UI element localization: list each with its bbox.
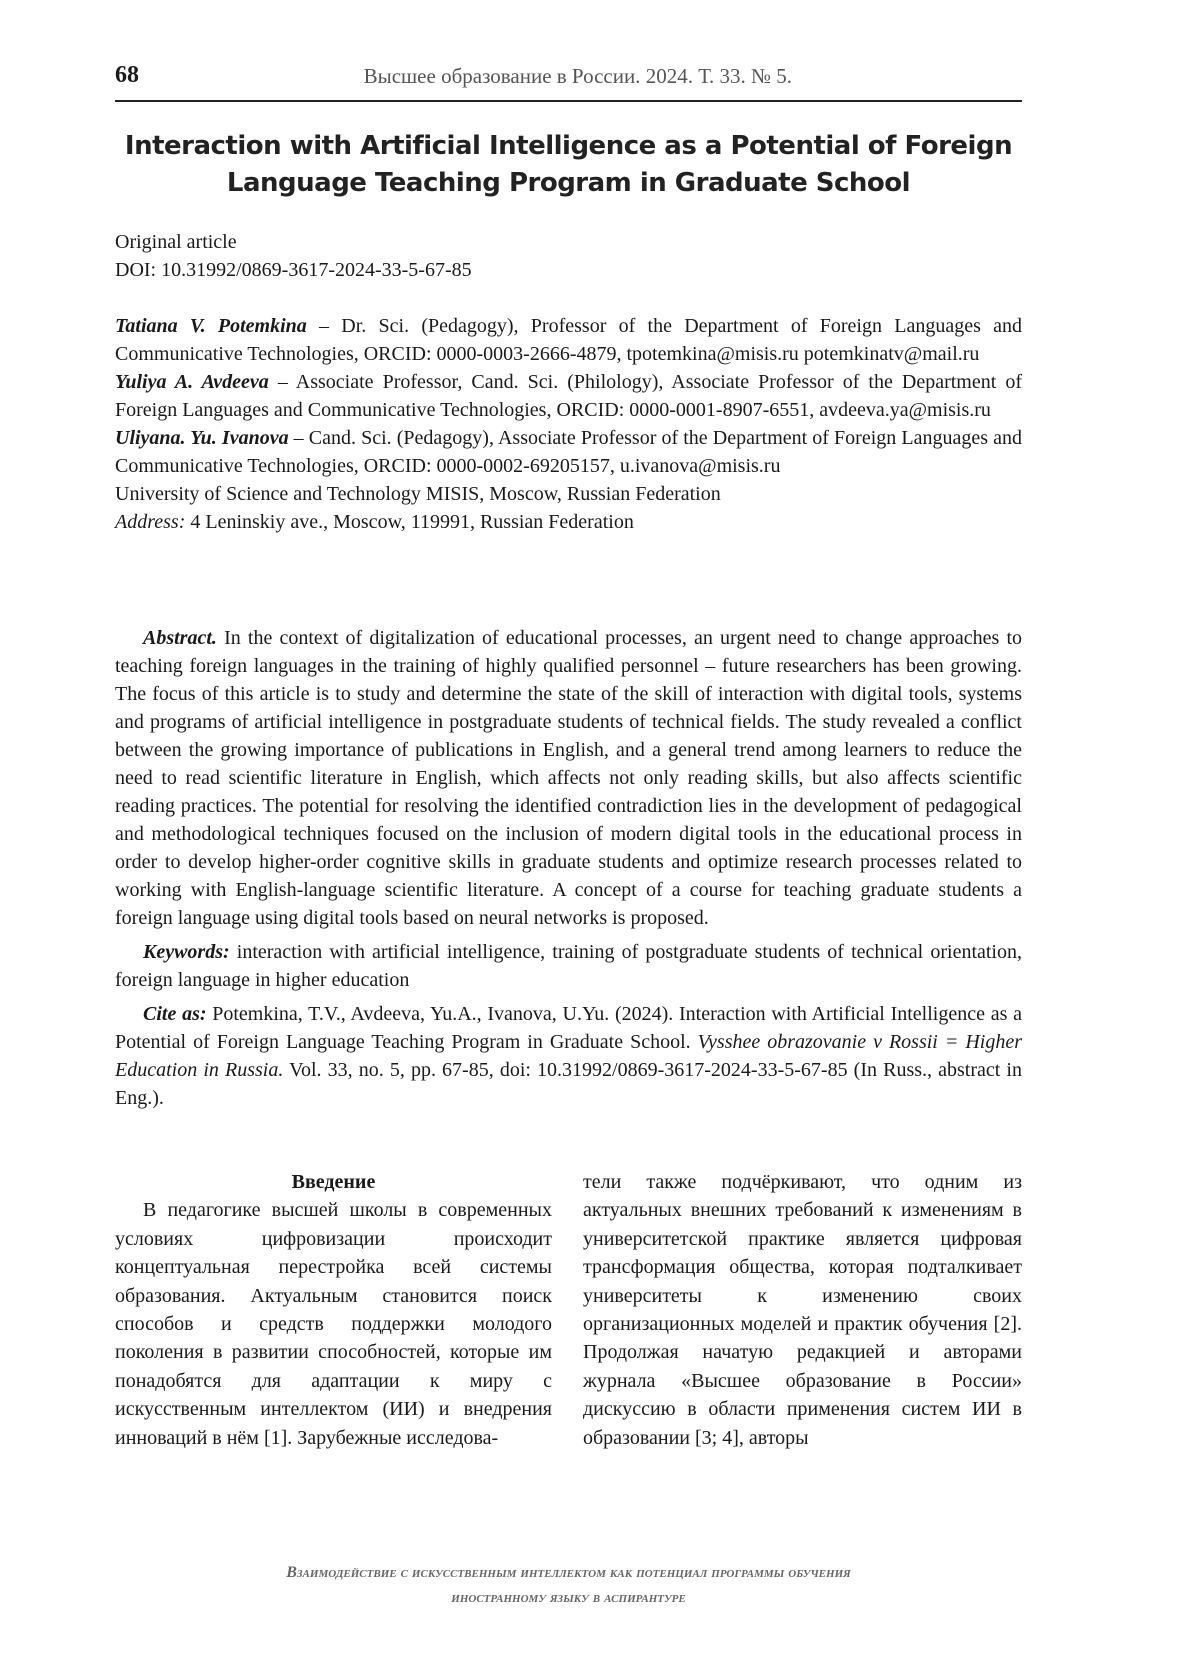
abstract (115, 624, 1022, 932)
keywords-label: Keywords: (143, 941, 230, 963)
author-info: – Dr. Sci. (Pedagogy), Professor of the Department of Foreign Languages and Communicative Technologies, ORCID: 0000-0003-2666-4879, tpotemkina@misis.ru potemkinatv@mail.ru (115, 315, 1023, 365)
author-name: Yuliya A. Avdeeva (115, 371, 269, 393)
abstract-text: In the context of digitalization of educational processes, an urgent need to change approaches to teaching foreign languages in the training of highly qualified personnel – future researchers has been growing. The focus of this article is to study and determine the state of the skill of interaction with digital tools, systems and programs of artificial intelligence in postgraduate students of technical fields. The study revealed a conflict between the growing importance of publications in English, and a general trend among learners to reduce the need to read scientific literature in English, which affects not only reading skills, but also affects scientific reading practices. The potential for resolving the identified contradiction lies in the development of pedagogical and methodological techniques focused on the inclusion of modern digital tools in the educational process in order to develop higher-order cognitive skills in graduate students and optimize research processes related to working with English-language scientific literature. A concept of a course for teaching graduate students a foreign language using digital tools based on neural networks is proposed. (115, 627, 1022, 929)
author-entry (115, 312, 1022, 368)
author-name: Uliyana. Yu. Ivanova (115, 427, 289, 449)
body-paragraph: тели также подчёркивают, что одним из актуальных внешних требований к изменениям в университетской практике является цифровая трансформация общества, которая подталкивает университеты к изменению своих организационных моделей и практик обучения [2]. Продолжая начатую редакцией и авторами журнала «Высшее образование в России» дискуссию в области применения систем ИИ в образовании [3; 4], авторы (583, 1171, 1022, 1449)
author-info: – Cand. Sci. (Pedagogy), Associate Professor of the Department of Foreign Languages and Communicative Technologies, ORCID: 0000-0002-69205157, u.ivanova@misis.ru (115, 427, 1022, 477)
author-entry (115, 368, 1022, 424)
citation (115, 1000, 1022, 1112)
body-column-right (583, 1168, 1022, 1452)
footer-line: Взаимодействие с искусственным интеллектом как потенциал программы обучения (286, 1564, 851, 1581)
doi: DOI: 10.31992/0869-3617-2024-33-5-67-85 (115, 259, 472, 281)
cite-text-end: Vol. 33, no. 5, pp. 67-85, doi: 10.31992/0869-3617-2024-33-5-67-85 (In Russ., abstract in Eng.). (115, 1059, 1022, 1109)
journal-name: Высшее образование в России. 2024. Т. 33. № 5. (363, 64, 792, 88)
running-footer (115, 1560, 1022, 1610)
author-info: – Associate Professor, Cand. Sci. (Philology), Associate Professor of the Department of Foreign Languages and Communicative Technologies, ORCID: 0000-0001-8907-6551, avdeeva.ya@misis.ru (115, 371, 1023, 421)
affiliation: University of Science and Technology MISIS, Moscow, Russian Federation (115, 483, 721, 505)
address-label: Address: (115, 511, 186, 533)
author-list (115, 312, 1022, 536)
abstract-label: Abstract. (143, 627, 217, 649)
author-entry (115, 424, 1022, 480)
article-type: Original article (115, 231, 237, 253)
body-column-left (115, 1168, 552, 1452)
cite-journal: Vysshee obrazovanie v Rossii = Higher Education in Russia. (115, 1031, 1022, 1081)
abstract-section (115, 624, 1022, 1118)
running-header (115, 60, 1022, 102)
article-meta (115, 228, 472, 284)
footer-line: иностранному языку в аспирантуре (451, 1589, 686, 1606)
article-title: Interaction with Artificial Intelligence as a Potential of Foreign Language Teaching Program in Graduate School (124, 131, 1013, 198)
body-paragraph: В педагогике высшей школы в современных условиях цифровизации происходит концептуальная перестройка всей системы образования. Актуальным становится поиск способов и средств поддержки молодого поколения в развитии способностей, которые им понадобятся для адаптации к миру с искусственным интеллектом (ИИ) и внедрения инноваций в нём [1]. Зарубежные исследова- (115, 1199, 552, 1449)
page-number: 68 (115, 62, 139, 88)
section-heading: Введение (291, 1171, 376, 1193)
address-value: 4 Leninskiy ave., Moscow, 119991, Russian Federation (185, 511, 634, 533)
address (115, 508, 1022, 536)
cite-text: Potemkina, T.V., Avdeeva, Yu.A., Ivanova, U.Yu. (2024). Interaction with Artificial Intelligence as a Potential of Foreign Language Teaching Program in Graduate School. (115, 1003, 1022, 1053)
keywords (115, 938, 1022, 994)
cite-label: Cite as: (143, 1003, 207, 1025)
keywords-text: interaction with artificial intelligence, training of postgraduate students of technical orientation, foreign language in higher education (115, 941, 1022, 991)
author-name: Tatiana V. Potemkina (115, 315, 307, 337)
